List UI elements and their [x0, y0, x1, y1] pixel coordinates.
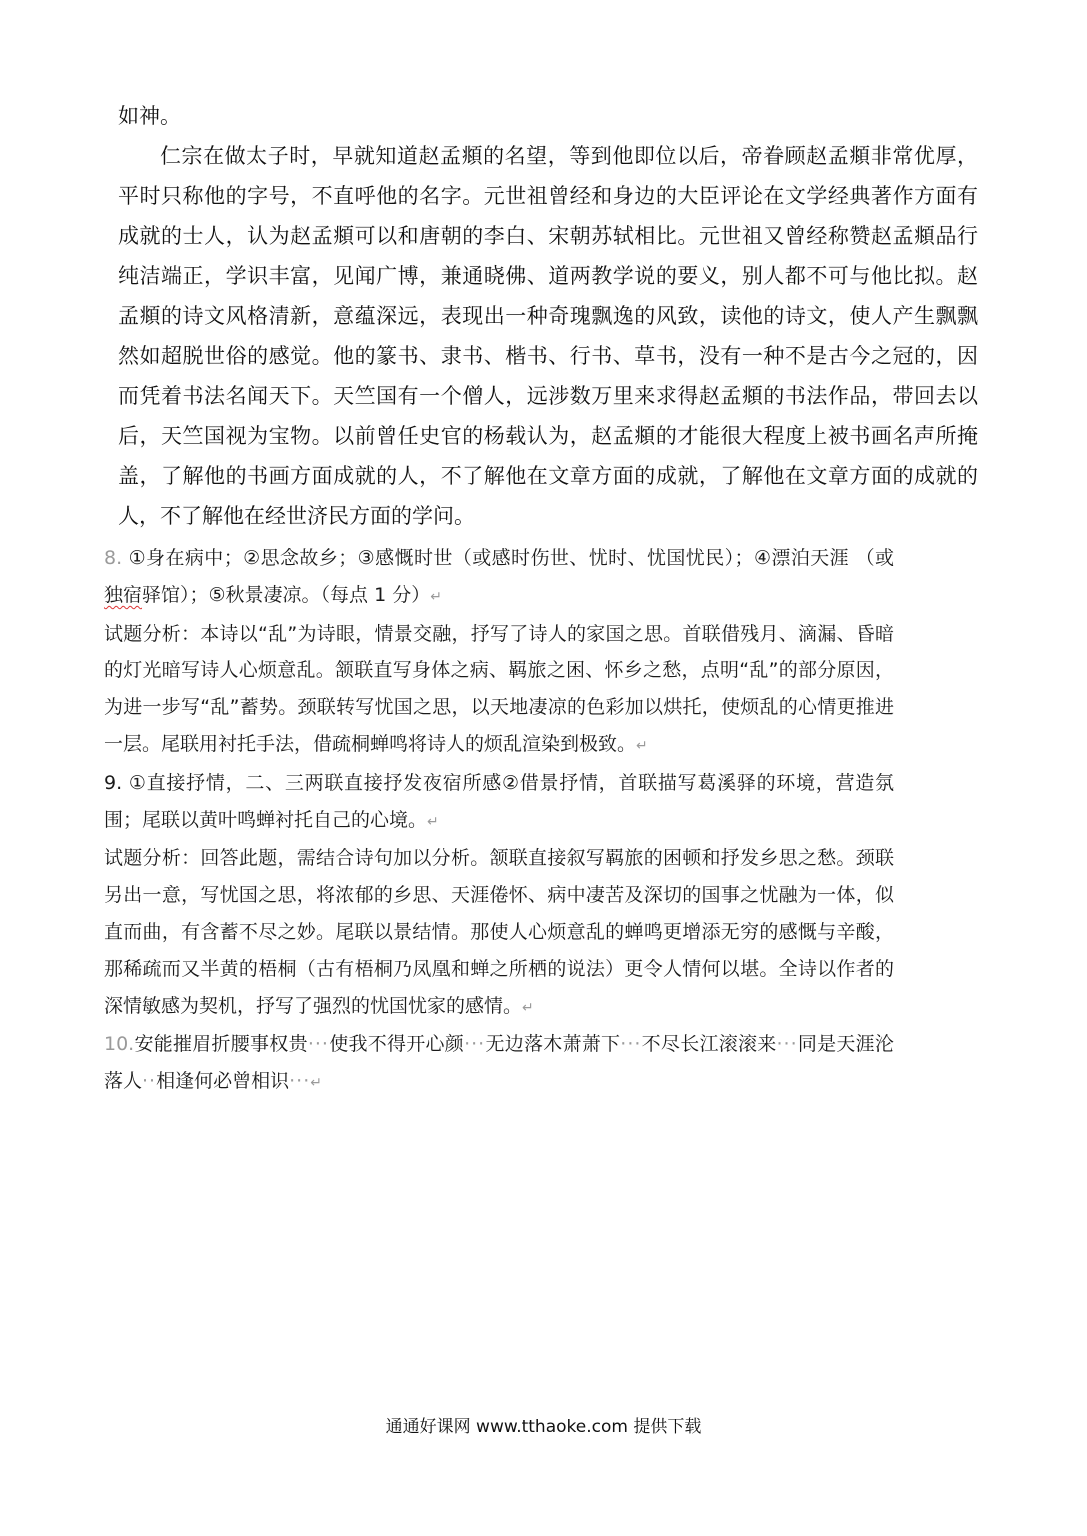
answer-8-part1: ①身在病中；②思念故乡；③感慨时世（或感时伤世、忧时、忧国忧民）；④漂泊天涯 [122, 547, 850, 569]
dotted-gap: ··· [620, 1033, 642, 1056]
dotted-gap: ··· [289, 1070, 311, 1093]
dotted-gap: ··· [307, 1033, 329, 1056]
paragraph-mark-icon: ↵ [427, 813, 439, 830]
answer-10-item-4: 同是天涯沦落人 [104, 1033, 894, 1093]
analysis-8-text: 试题分析：本诗以“乱”为诗眼，情景交融，抒写了诗人的家国之思。首联借残月、滴漏、昏暗的灯光暗写诗人心烦意乱。颔联直写身体之病、羁旅之困、怀乡之愁，点明“乱”的部分原因，为进一步写“乱”蓄势。颈联转写忧国之思，以天地凄凉的色彩加以烘托，使烦乱的心情更推进一层。尾联用衬托手法，借疏桐蝉鸣将诗人的烦乱渲染到极致。 [104, 622, 894, 755]
analysis-9-text: 试题分析：回答此题，需结合诗句加以分析。颔联直接叙写羁旅的困顿和抒发乡思之愁。颈联另出一意，写忧国之思，将浓郁的乡思、天涯倦怀、病中凄苦及深切的国事之忧融为一体，似直而曲，有含蓄不尽之妙。尾联以景结情。那使人心烦意乱的蝉鸣更增添无穷的感慨与辛酸，那稀疏而又半黄的梧桐（古有梧桐乃凤凰和蝉之所栖的说法）更令人情何以堪。全诗以作者的深情敏感为契机，抒写了强烈的忧国忧家的感情。 [104, 847, 894, 1017]
answer-8-part2a: （或 [855, 547, 894, 569]
answers-section [104, 540, 894, 1102]
answer-9 [104, 765, 894, 841]
answer-9-number: 9. [104, 771, 123, 794]
answer-8-part2c: 驿馆）；⑤秋景凄凉。（每点 1 分） [142, 583, 431, 606]
dotted-gap: ··· [464, 1033, 486, 1056]
translation-section [118, 96, 978, 536]
analysis-8 [104, 616, 894, 765]
paragraph-mark-icon: ↵ [430, 588, 442, 605]
answer-10-number: 10. [104, 1033, 135, 1056]
answer-8-number: 8. [104, 547, 123, 569]
paragraph-mark-icon: ↵ [522, 999, 534, 1016]
paragraph-mark-icon: ↵ [310, 1075, 322, 1092]
answer-10-item-3: 不尽长江滚滚来 [641, 1033, 777, 1056]
page-footer: 通通好课网 www.tthaoke.com 提供下载 [385, 1417, 702, 1437]
answer-10-item-5: 相逢何必曾相识 [156, 1070, 290, 1093]
translation-line-0: 如神。 [118, 104, 181, 128]
answer-10-item-0: 安能摧眉折腰事权贵 [134, 1033, 308, 1056]
answer-9-text: ①直接抒情，二、三两联直接抒发夜宿所感②借景抒情，首联描写葛溪驿的环境，营造氛围；尾联以黄叶鸣蝉衬托自己的心境。 [104, 771, 894, 831]
answer-10-item-2: 无边落木萧萧下 [485, 1033, 621, 1056]
analysis-9 [104, 840, 894, 1026]
answer-8 [104, 540, 894, 616]
translation-paragraph: 仁宗在做太子时，早就知道赵孟頫的名望，等到他即位以后，帝眷顾赵孟頫非常优厚，平时只称他的字号，不直呼他的名字。元世祖曾经和身边的大臣评论在文学经典著作方面有成就的士人，认为赵孟頫可以和唐朝的李白、宋朝苏轼相比。元世祖又曾经称赞赵孟頫品行纯洁端正，学识丰富，见闻广博，兼通晓佛、道两教学说的要义，别人都不可与他比拟。赵孟頫的诗文风格清新，意蕴深远，表现出一种奇瑰飘逸的风致，读他的诗文，使人产生飘飘然如超脱世俗的感觉。他的篆书、隶书、楷书、行书、草书，没有一种不是古今之冠的，因而凭着书法名闻天下。天竺国有一个僧人，远涉数万里来求得赵孟頫的书法作品，带回去以后，天竺国视为宝物。以前曾任史官的杨载认为，赵孟頫的才能很大程度上被书画名声所掩盖，了解他的书画方面成就的人，不了解他在文章方面的成就，了解他在文章方面的成就的人，不了解他在经世济民方面的学问。 [118, 144, 978, 528]
answer-10 [104, 1026, 894, 1102]
answer-10-item-1: 使我不得开心颜 [328, 1033, 465, 1056]
answer-8-part2b: 独宿 [104, 583, 143, 606]
dotted-gap: ·· [142, 1070, 157, 1093]
paragraph-mark-icon: ↵ [636, 737, 648, 754]
dotted-gap: ··· [776, 1033, 798, 1056]
